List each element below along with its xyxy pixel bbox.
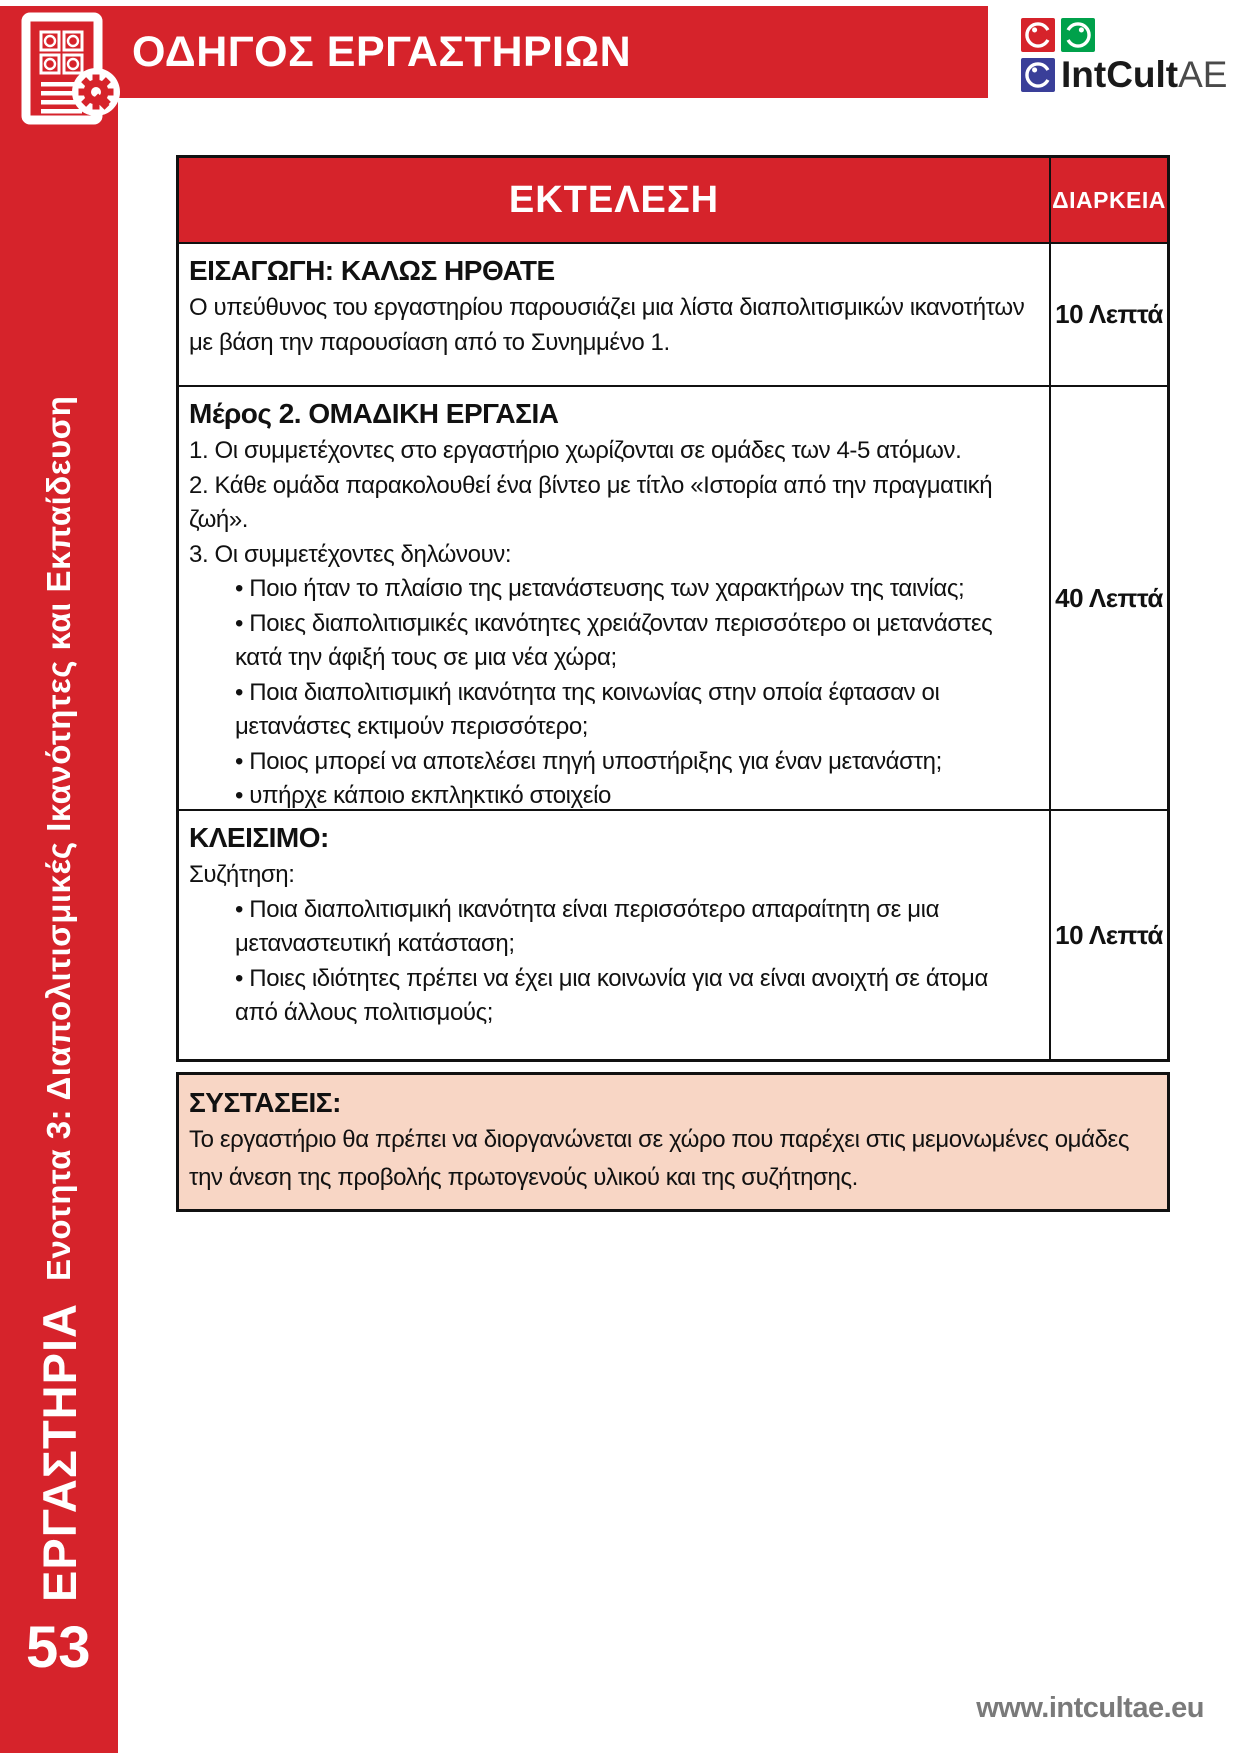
recommendations-heading: ΣΥΣΤΑΣΕΙΣ: [189,1087,341,1118]
row-heading: ΚΛΕΙΣΙΜΟ: [189,822,329,853]
footer-website-link[interactable]: www.intcultae.eu [976,1692,1204,1724]
column-header-duration: ΔΙΑΡΚΕΙΑ [1052,186,1166,213]
page-number: 53 [26,1615,91,1680]
bullet-line: • Ποιο ήταν το πλαίσιο της μετανάστευσης των χαρακτήρων της ταινίας; [235,575,965,602]
table-row [179,242,1167,385]
row-heading: Μέρος 2. ΟΜΑΔΙΚΗ ΕΡΓΑΣΙΑ [189,398,559,429]
execution-table [176,155,1170,1062]
duration-cell: 10 Λεπτά [1055,919,1163,950]
bullet-line: • Ποιος μπορεί να αποτελέσει πηγή υποστήριξης για έναν μετανάστη; [235,747,942,775]
execution-cell [179,811,1051,1059]
sidebar-vertical-title [0,146,118,1602]
sidebar [0,6,118,1753]
header-bar [0,6,988,98]
content-line: 3. Οι συμμετέχοντες δηλώνουν: [189,540,512,568]
table-row [179,385,1167,809]
logo-text-light: AE [1178,54,1228,95]
content-line: Ο υπεύθυνος του εργαστηρίου παρουσιάζει μια λίστα διαπολιτισμικών ικανοτήτων με βάση την παρουσίαση από το Συνημμένο 1. [189,294,1025,356]
content-line: 2. Κάθε ομάδα παρακολουθεί ένα βίντεο με τίτλο «Ιστορία από την πραγματική ζωή». [189,471,993,533]
intcultae-logo [1021,18,1228,95]
logo-face-blue-icon [1021,58,1055,92]
table-header-row [179,158,1167,242]
document-with-gear-icon [16,12,120,128]
logo-text-bold: IntCult [1061,54,1179,95]
sidebar-series-label: ΕΡΓΑΣΤΗΡΙΑ [32,1303,86,1602]
recommendations-box [176,1072,1170,1212]
bullet-line: • Ποια διαπολιτισμική ικανότητα της κοινωνίας στην οποία έφτασαν οι μετανάστες εκτιμούν περισσότερο; [235,678,940,740]
gear-icon [79,75,114,110]
duration-cell: 40 Λεπτά [1055,582,1163,613]
sidebar-unit-label: Ενοτητα 3: Διαπολιτισμικές Ικανότητες και Εκπαίδευση [40,395,77,1282]
bullet-line: • Ποια διαπολιτισμική ικανότητα είναι περισσότερο απαραίτητη σε μια μεταναστευτική κατάσταση; [235,895,940,957]
execution-cell [179,244,1051,385]
table-row [179,809,1167,1059]
logo-face-green-icon [1061,18,1095,52]
bullet-line: • Ποιες ιδιότητες πρέπει να έχει μια κοινωνία για να είναι ανοιχτή σε άτομα από άλλους πολιτισμούς; [235,964,988,1026]
bullet-line: • Ποιες διαπολιτισμικές ικανότητες χρειάζονταν περισσότερο οι μετανάστες κατά την άφιξή τους σε μια νέα χώρα; [235,609,993,671]
duration-cell: 10 Λεπτά [1055,299,1163,329]
page-title: ΟΔΗΓΟΣ ΕΡΓΑΣΤΗΡΙΩΝ [132,27,632,76]
row-heading: ΕΙΣΑΓΩΓΗ: ΚΑΛΩΣ ΗΡΘΑΤΕ [189,255,555,286]
content-line: 1. Οι συμμετέχοντες στο εργαστήριο χωρίζονται σε ομάδες των 4-5 ατόμων. [189,437,962,464]
execution-cell [179,387,1051,809]
logo-face-red-icon [1021,18,1055,52]
logo-wordmark [1061,54,1228,95]
column-header-execution: ΕΚΤΕΛΕΣΗ [179,158,1051,242]
bullet-line: • υπήρχε κάποιο εκπληκτικό στοιχείο [235,782,611,809]
content-line: Συζήτηση: [189,861,295,888]
recommendations-body: Το εργαστήριο θα πρέπει να διοργανώνεται σε χώρο που παρέχει στις μεμονωμένες ομάδες την άνεση της προβολής πρωτογενούς υλικού και της συζήτησης. [189,1126,1130,1191]
